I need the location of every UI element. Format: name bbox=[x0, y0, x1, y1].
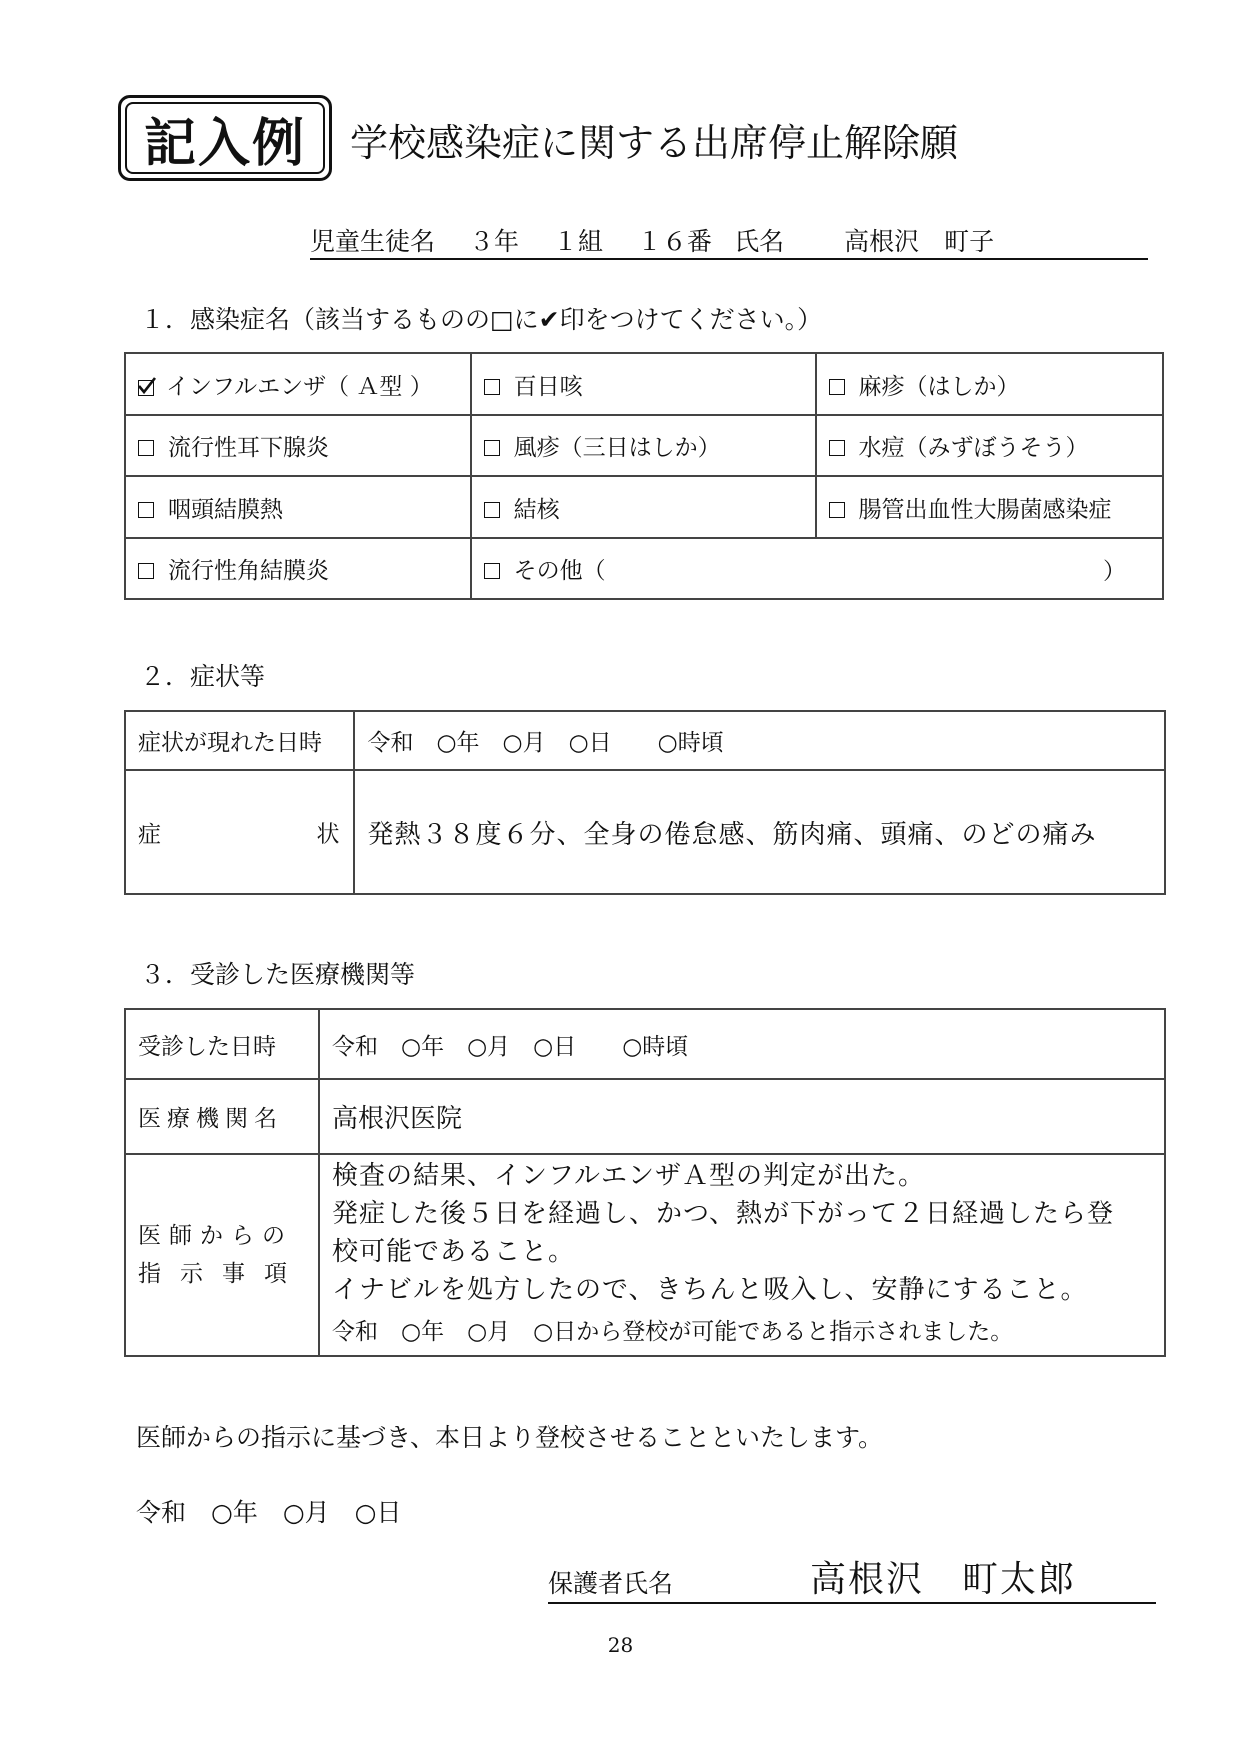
disease-cell[interactable] bbox=[125, 353, 471, 415]
disease-cell[interactable] bbox=[816, 415, 1163, 476]
onset-value[interactable]: 令和 ○年 ○月 ○日 ○時頃 bbox=[354, 711, 1165, 770]
symptom-table bbox=[124, 710, 1166, 895]
disease-label: 麻疹（はしか） bbox=[858, 373, 1020, 400]
student-name: 高根沢 町子 bbox=[844, 227, 995, 256]
checkbox-icon[interactable] bbox=[484, 502, 500, 518]
disease-cell[interactable] bbox=[125, 538, 471, 599]
symptom-label-cell bbox=[125, 770, 354, 894]
student-label: 児童生徒名 bbox=[310, 227, 436, 256]
checkbox-icon[interactable] bbox=[138, 440, 154, 456]
instruction-value-cell[interactable] bbox=[319, 1154, 1165, 1356]
example-badge-label: 記入例 bbox=[125, 102, 325, 174]
section2-heading: ２．症状等 bbox=[140, 662, 266, 691]
medical-table bbox=[124, 1008, 1166, 1357]
checkbox-icon[interactable] bbox=[484, 563, 500, 579]
section3-heading: ３．受診した医療機関等 bbox=[140, 960, 416, 989]
student-class: １組 bbox=[553, 227, 604, 256]
instruction-line: イナビルを処方したので、きちんと吸入し、安静にすること。 bbox=[332, 1275, 1088, 1305]
example-badge bbox=[118, 95, 332, 181]
disease-label: 水痘（みずぼうそう） bbox=[858, 435, 1089, 461]
instruction-label-line2: 指示事項 bbox=[138, 1261, 306, 1287]
instruction-label-line1: 医師からの bbox=[138, 1223, 293, 1249]
student-name-label: 氏名 bbox=[734, 227, 785, 256]
other-close-paren: ） bbox=[1103, 558, 1126, 584]
clinic-label: 医療機関名 bbox=[125, 1079, 319, 1154]
disease-cell[interactable] bbox=[816, 476, 1163, 538]
disease-table bbox=[124, 352, 1164, 600]
instruction-line: 検査の結果、インフルエンザＡ型の判定が出た。 bbox=[332, 1161, 925, 1191]
disease-label: インフルエンザ（ Ａ型 ） bbox=[166, 373, 433, 400]
disease-label: その他（ bbox=[513, 558, 606, 584]
disease-label: 百日咳 bbox=[513, 373, 583, 400]
document-title: 学校感染症に関する出席停止解除願 bbox=[350, 121, 959, 165]
student-grade: ３年 bbox=[469, 227, 520, 256]
instruction-line: 発症した後５日を経過し、かつ、熱が下がって２日経過したら登 bbox=[332, 1199, 1114, 1229]
disease-cell-other[interactable] bbox=[471, 538, 1163, 599]
checkbox-icon[interactable] bbox=[829, 379, 845, 395]
disease-cell[interactable] bbox=[471, 476, 816, 538]
checkbox-icon[interactable] bbox=[138, 502, 154, 518]
checkbox-icon[interactable] bbox=[829, 502, 845, 518]
symptom-label-right: 状 bbox=[316, 821, 340, 848]
disease-cell[interactable] bbox=[125, 476, 471, 538]
disease-cell[interactable] bbox=[816, 353, 1163, 415]
disease-label: 結核 bbox=[513, 496, 560, 523]
instruction-line: 校可能であること。 bbox=[332, 1237, 576, 1267]
checkbox-icon[interactable] bbox=[484, 379, 500, 395]
disease-label: 咽頭結膜熱 bbox=[168, 496, 283, 523]
student-info-line bbox=[310, 222, 1148, 260]
symptom-value[interactable]: 発熱３８度６分、全身の倦怠感、筋肉痛、頭痛、のどの痛み bbox=[354, 770, 1165, 894]
visit-label: 受診した日時 bbox=[125, 1009, 319, 1079]
checkbox-icon[interactable] bbox=[138, 563, 154, 579]
guardian-label: 保護者氏名 bbox=[548, 1569, 674, 1598]
disease-cell[interactable] bbox=[471, 415, 816, 476]
instruction-date: 令和 ○年 ○月 ○日から登校が可能であると指示されました。 bbox=[332, 1319, 1014, 1345]
visit-value[interactable]: 令和 ○年 ○月 ○日 ○時頃 bbox=[319, 1009, 1165, 1079]
closing-statement: 医師からの指示に基づき、本日より登校させることといたします。 bbox=[136, 1423, 884, 1452]
instruction-label-cell bbox=[125, 1154, 319, 1356]
disease-label: 流行性耳下腺炎 bbox=[168, 435, 329, 461]
section1-heading: １．感染症名（該当するものの□に✔印をつけてください。） bbox=[140, 305, 823, 334]
guardian-name[interactable]: 高根沢 町太郎 bbox=[810, 1559, 1077, 1600]
disease-label: 風疹（三日はしか） bbox=[513, 435, 721, 461]
clinic-value[interactable]: 高根沢医院 bbox=[319, 1079, 1165, 1154]
symptom-label-left: 症 bbox=[138, 821, 161, 848]
student-number: １６番 bbox=[637, 227, 713, 256]
disease-label: 流行性角結膜炎 bbox=[168, 558, 329, 584]
guardian-signature-line bbox=[548, 1560, 1156, 1604]
closing-date[interactable]: 令和 ○年 ○月 ○日 bbox=[136, 1498, 402, 1527]
checkbox-icon[interactable] bbox=[829, 440, 845, 456]
disease-label: 腸管出血性大腸菌感染症 bbox=[858, 496, 1112, 523]
onset-label: 症状が現れた日時 bbox=[125, 711, 354, 770]
checkbox-icon[interactable] bbox=[484, 440, 500, 456]
checked-box-icon[interactable] bbox=[138, 380, 154, 396]
page-number: 28 bbox=[607, 1633, 634, 1657]
disease-cell[interactable] bbox=[125, 415, 471, 476]
disease-cell[interactable] bbox=[471, 353, 816, 415]
